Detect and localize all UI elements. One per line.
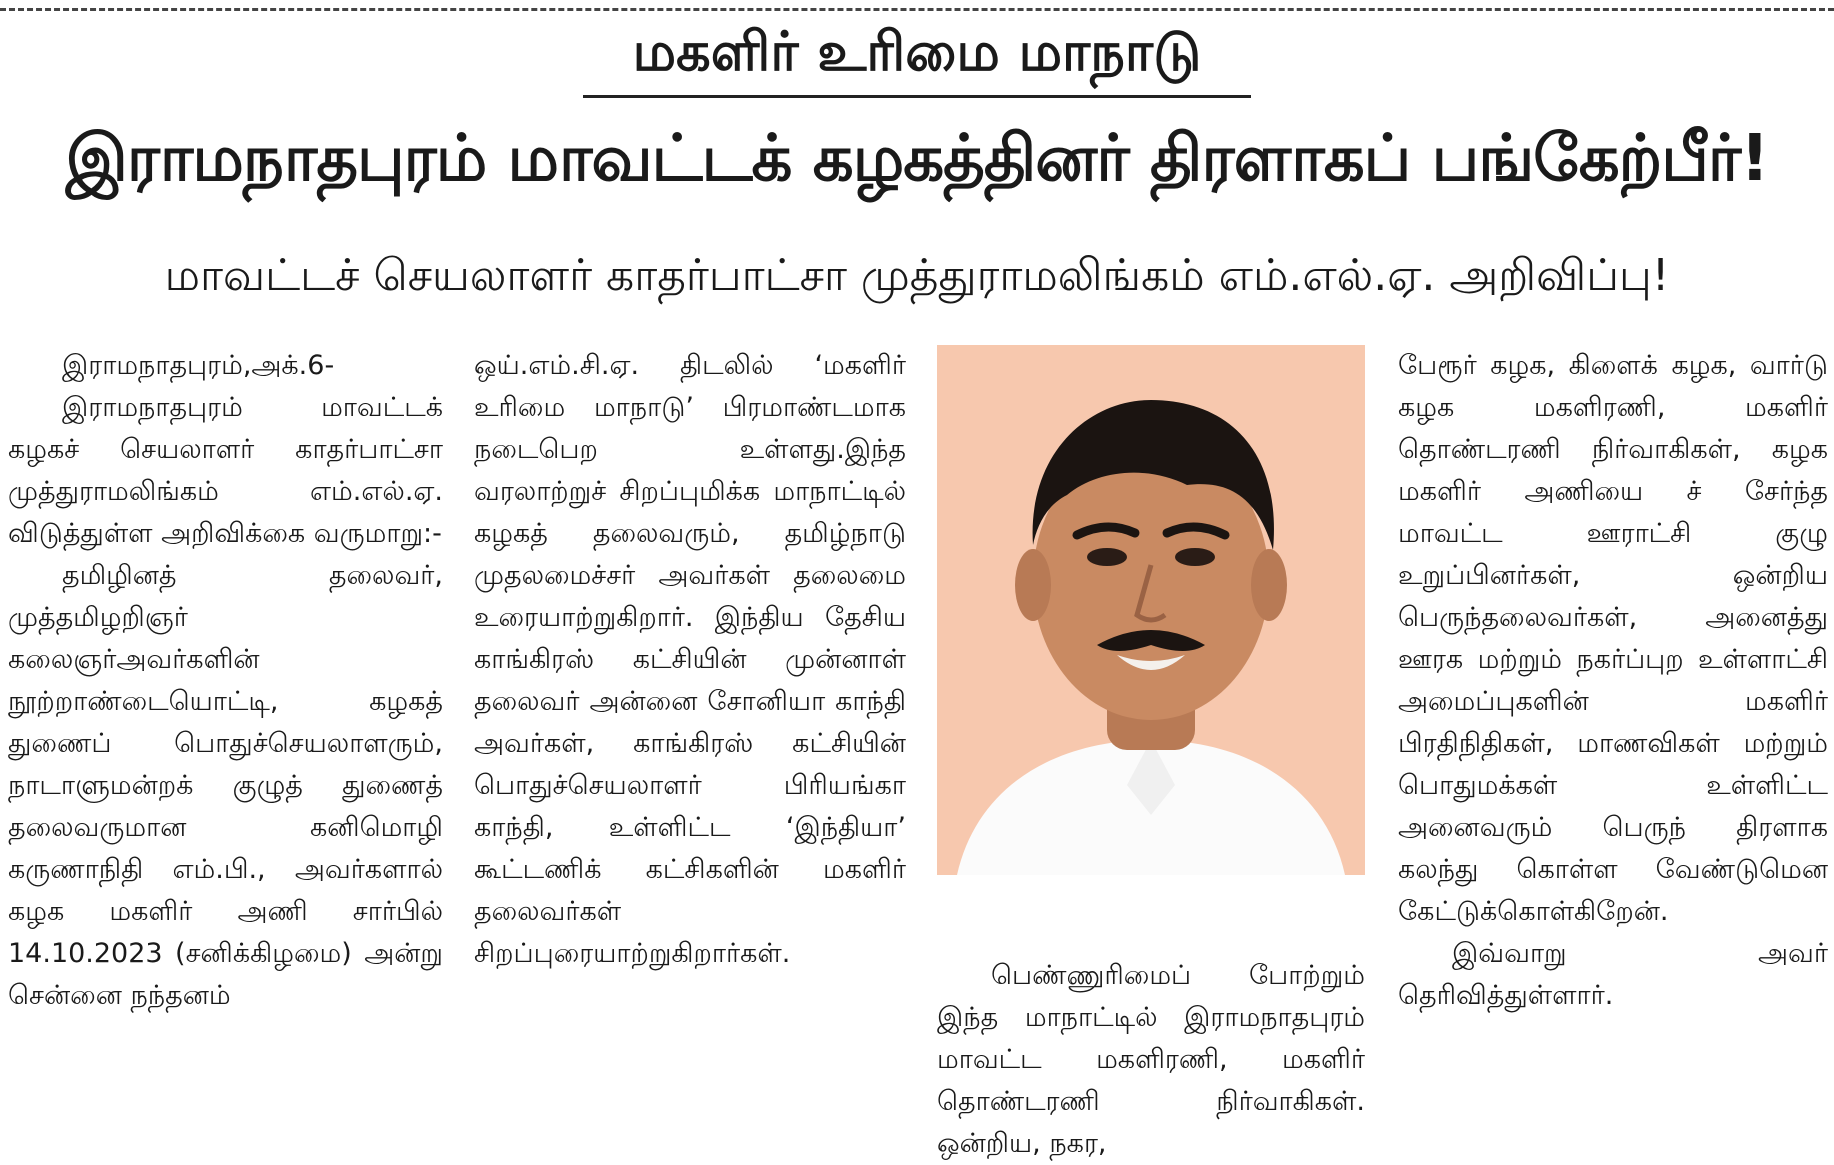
article-paragraph: பெண்ணுரிமைப் போற்றும் இந்த மாநாட்டில் இராமநாதபுரம் மாவட்ட மகளிரணி, மகளிர் தொண்டரணி நிர்வாகிகள். ஒன்றிய, நகர, <box>937 960 1365 1159</box>
article-paragraph: இவ்வாறு அவர் தெரிவித்துள்ளார். <box>1398 938 1828 1011</box>
dateline: இராமநாதபுரம்,அக்.6- <box>62 350 335 381</box>
kicker-text: மகளிர் உரிமை மாநாடு <box>583 22 1252 98</box>
subheadline: மாவட்டச் செயலாளர் காதர்பாட்சா முத்துராமலிங்கம் எம்.எல்.ஏ. அறிவிப்பு! <box>164 250 1670 301</box>
top-dashed-rule <box>0 8 1834 11</box>
article-column-3 <box>937 955 1365 1159</box>
portrait-illustration <box>937 345 1365 875</box>
article-paragraph: இராமநாதபுரம் மாவட்டக் கழகச் செயலாளர் காதர்பாட்சா முத்துராமலிங்கம் எம்.எல்.ஏ. விடுத்துள்ள அறிவிக்கை வருமாறு:- <box>8 392 443 549</box>
article-column-4 <box>1398 345 1828 1102</box>
portrait-photo <box>937 345 1365 875</box>
article-paragraph: தமிழினத் தலைவர், முத்தமிழறிஞர் கலைஞர்அவர்களின் நூற்றாண்டையொட்டி, கழகத் துணைப் பொதுச்செயலாளரும், நாடாளுமன்றக் குழுத் துணைத் தலைவருமான கனிமொழி கருணாநிதி எம்.பி., அவர்களால் கழக மகளிர் அணி சார்பில் 14.10.2023 (சனிக்கிழமை) அன்று சென்னை நந்தனம் <box>8 560 443 1011</box>
kicker-heading <box>0 22 1834 98</box>
article-paragraph: ஒய்.எம்.சி.ஏ. திடலில் ‘மகளிர் உரிமை மாநாடு’ பிரமாண்டமாக நடைபெற உள்ளது.இந்த வரலாற்றுச் சிறப்புமிக்க மாநாட்டில் கழகத் தலைவரும், தமிழ்நாடு முதலமைச்சர் அவர்கள் தலைமை உரையாற்றுகிறார். இந்திய தேசிய காங்கிரஸ் கட்சியின் முன்னாள் தலைவர் அன்னை சோனியா காந்தி அவர்கள், காங்கிரஸ் கட்சியின் பொதுச்செயலாளர் பிரியங்கா காந்தி, உள்ளிட்ட ‘இந்தியா’ கூட்டணிக் கட்சிகளின் மகளிர் தலைவர்கள் சிறப்புரையாற்றுகிறார்கள். <box>474 350 906 969</box>
article-column-1 <box>8 345 443 1102</box>
article-paragraph: பேரூர் கழக, கிளைக் கழக, வார்டு கழக மகளிரணி, மகளிர் தொண்டரணி நிர்வாகிகள், கழக மகளிர் அணியை ச் சேர்ந்த மாவட்ட ஊராட்சி குழு உறுப்பினர்கள், ஒன்றிய பெருந்தலைவர்கள், அனைத்து ஊரக மற்றும் நகர்ப்புற உள்ளாட்சி அமைப்புகளின் மகளிர் பிரதிநிதிகள், மாணவிகள் மற்றும் பொதுமக்கள் உள்ளிட்ட அனைவரும் பெருந் திரளாக கலந்து கொள்ள வேண்டுமென கேட்டுக்கொள்கிறேன். <box>1398 350 1828 927</box>
headline: இராமநாதபுரம் மாவட்டக் கழகத்தினர் திரளாகப் பங்கேற்பீர்! <box>65 122 1769 196</box>
article-column-2 <box>474 345 906 1102</box>
